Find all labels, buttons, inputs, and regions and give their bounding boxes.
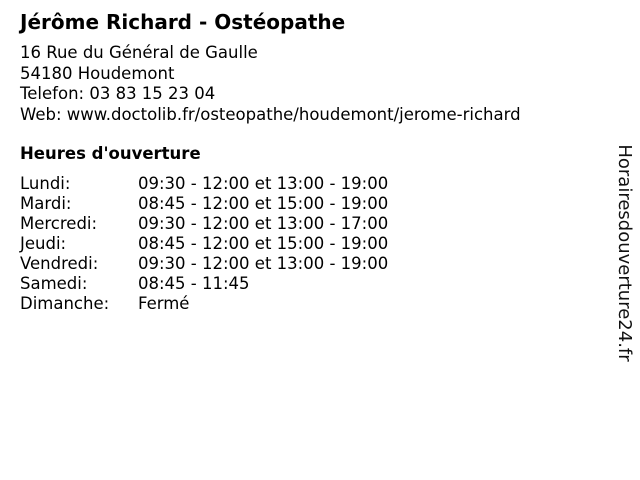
day-label: Dimanche:	[20, 294, 110, 313]
time-range: Fermé	[138, 294, 190, 313]
hours-row-thursday	[20, 234, 388, 254]
city-postal: 54180 Houdemont	[20, 63, 175, 83]
day-label: Mercredi:	[20, 214, 98, 233]
day-label: Vendredi:	[20, 254, 99, 273]
day-label: Samedi:	[20, 274, 88, 293]
hours-row-tuesday	[20, 194, 388, 214]
site-watermark: Horairesdouverture24.fr	[614, 144, 635, 362]
hours-row-saturday	[20, 274, 388, 294]
hours-row-wednesday	[20, 214, 388, 234]
time-range: 08:45 - 12:00 et 15:00 - 19:00	[138, 234, 389, 253]
time-range: 09:30 - 12:00 et 13:00 - 19:00	[138, 174, 389, 193]
time-range: 09:30 - 12:00 et 13:00 - 17:00	[138, 214, 389, 233]
opening-hours-heading: Heures d'ouverture	[20, 144, 201, 163]
day-label: Jeudi:	[20, 234, 67, 253]
hours-row-sunday	[20, 294, 388, 314]
day-label: Lundi:	[20, 174, 71, 193]
time-range: 08:45 - 12:00 et 15:00 - 19:00	[138, 194, 389, 213]
opening-hours-table	[20, 174, 388, 314]
time-range: 08:45 - 11:45	[138, 274, 250, 293]
hours-row-monday	[20, 174, 388, 194]
day-label: Mardi:	[20, 194, 72, 213]
phone-number: Telefon: 03 83 15 23 04	[20, 84, 216, 103]
address-block	[20, 43, 521, 125]
time-range: 09:30 - 12:00 et 13:00 - 19:00	[138, 254, 389, 273]
street-address: 16 Rue du Général de Gaulle	[20, 43, 258, 62]
page-title: Jérôme Richard - Ostéopathe	[20, 10, 346, 34]
hours-row-friday	[20, 254, 388, 274]
website-link[interactable]: Web: www.doctolib.fr/osteopathe/houdemont/jerome-richard	[20, 104, 521, 124]
